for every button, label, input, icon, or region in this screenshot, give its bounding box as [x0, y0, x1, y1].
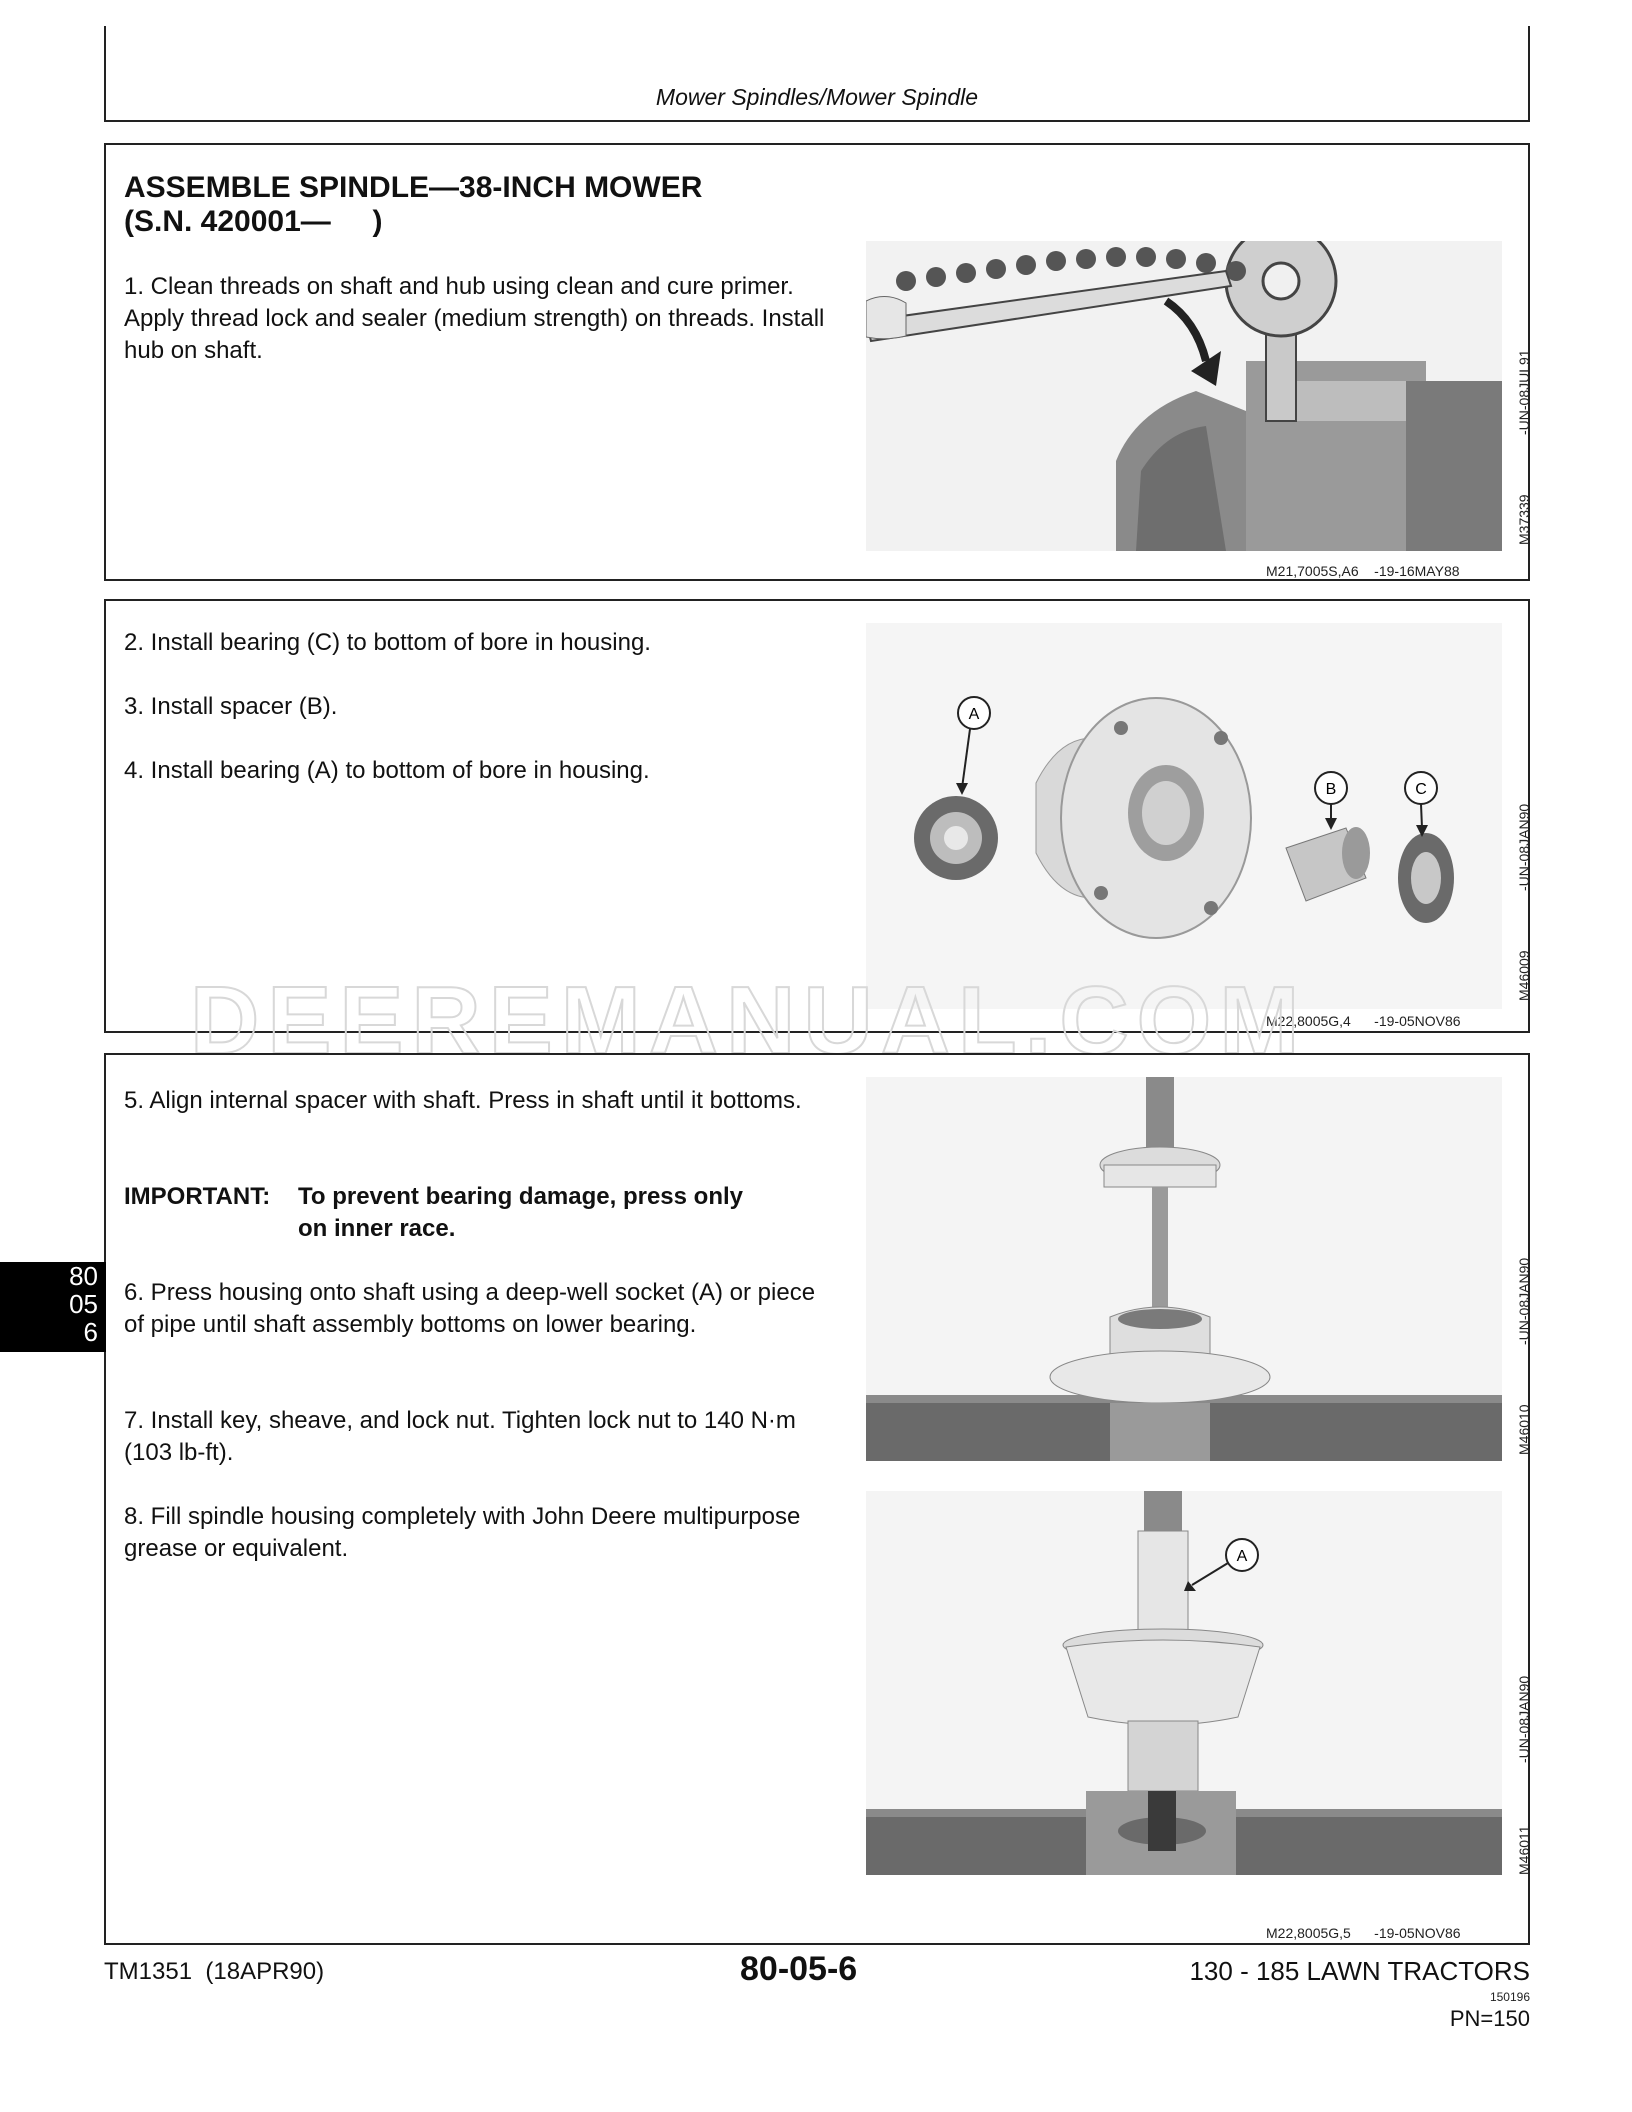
- figure-3-code-vertical-bottom: M46010: [1516, 1404, 1532, 1455]
- footer-pn: PN=150: [1449, 2006, 1530, 2031]
- footer-page-number: 80-05-6: [740, 1950, 858, 1988]
- section-assemble-spindle: [104, 143, 1530, 581]
- footer-product: 130 - 185 LAWN TRACTORS: [1189, 1956, 1530, 1986]
- figure-1-code-vertical-bottom: M37339: [1516, 494, 1532, 545]
- figure-2-code-vertical-top: -UN-08JAN90: [1516, 803, 1532, 891]
- header-bottom-rule: [104, 120, 1530, 122]
- watermark: DEEREMANUAL.COM: [190, 967, 1308, 1074]
- important-line1: To prevent bearing damage, press only: [298, 1183, 744, 1210]
- figure-3-reference-code: M22,8005G,5 -19-05NOV86: [1266, 1925, 1461, 1941]
- important-label: IMPORTANT:: [124, 1183, 271, 1210]
- callout-b: B: [1325, 781, 1337, 798]
- figure-bearings-spacer-photo: [866, 623, 1502, 1009]
- section-title-line1: ASSEMBLE SPINDLE—38-INCH MOWER: [124, 171, 703, 204]
- figure-1-code-vertical-top: -UN-08JUL91: [1516, 349, 1532, 435]
- bearings-housing-illustration: [866, 623, 1502, 1009]
- figure-chain-wrench-photo: [866, 241, 1502, 551]
- figure-3-code-vertical-top: -UN-08JAN90: [1516, 1257, 1532, 1345]
- footer-manual-id: TM1351 (18APR90): [104, 1958, 325, 1985]
- figure-deep-well-socket-photo: [866, 1491, 1502, 1875]
- step-6-text: 6. Press housing onto shaft using a deep-well socket (A) or piece of pipe until shaft assembly bottoms on lower bearing.: [124, 1279, 816, 1338]
- important-line2: on inner race.: [298, 1215, 456, 1242]
- step-5-text: 5. Align internal spacer with shaft. Press in shaft until it bottoms.: [124, 1087, 802, 1114]
- chain-wrench-illustration: [866, 241, 1502, 551]
- step-3-text: 3. Install spacer (B).: [124, 693, 338, 720]
- section-tab-line3: 6: [83, 1317, 98, 1347]
- figure-2-code-vertical-bottom: M46009: [1516, 950, 1532, 1001]
- press-shaft-illustration: [866, 1077, 1502, 1461]
- deep-well-socket-illustration: [866, 1491, 1502, 1875]
- callout-a-socket: A: [1236, 1548, 1248, 1565]
- callout-a: A: [968, 706, 980, 723]
- section-tab-line2: 05: [69, 1289, 98, 1319]
- step-2-text: 2. Install bearing (C) to bottom of bore in housing.: [124, 629, 651, 656]
- section-tab: [0, 1262, 106, 1352]
- callout-c: C: [1415, 781, 1427, 798]
- figure-press-shaft-photo: [866, 1077, 1502, 1461]
- footer-small-code: 150196: [1489, 1990, 1530, 2004]
- figure-2-reference-code: M22,8005G,4 -19-05NOV86: [1266, 1013, 1461, 1029]
- section-title-line2: (S.N. 420001— ): [124, 205, 383, 238]
- figure-4-code-vertical-bottom: M46011: [1516, 1825, 1532, 1875]
- section-press-spindle: [104, 1053, 1530, 1945]
- step-4-text: 4. Install bearing (A) to bottom of bore in housing.: [124, 757, 650, 784]
- step-7-text: 7. Install key, sheave, and lock nut. Tighten lock nut to 140 N·m (103 lb-ft).: [124, 1407, 796, 1466]
- step-8-text: 8. Fill spindle housing completely with John Deere multipurpose grease or equivalent.: [124, 1503, 801, 1562]
- figure-4-code-vertical-top: -UN-08JAN90: [1516, 1675, 1532, 1763]
- page-header-title: Mower Spindles/Mower Spindle: [655, 84, 979, 110]
- section-tab-line1: 80: [69, 1261, 98, 1291]
- step-1-text: 1. Clean threads on shaft and hub using clean and cure primer. Apply thread lock and sealer (medium strength) on threads. Install hub on shaft.: [124, 273, 825, 364]
- figure-1-reference-code: M21,7005S,A6 -19-16MAY88: [1266, 563, 1460, 579]
